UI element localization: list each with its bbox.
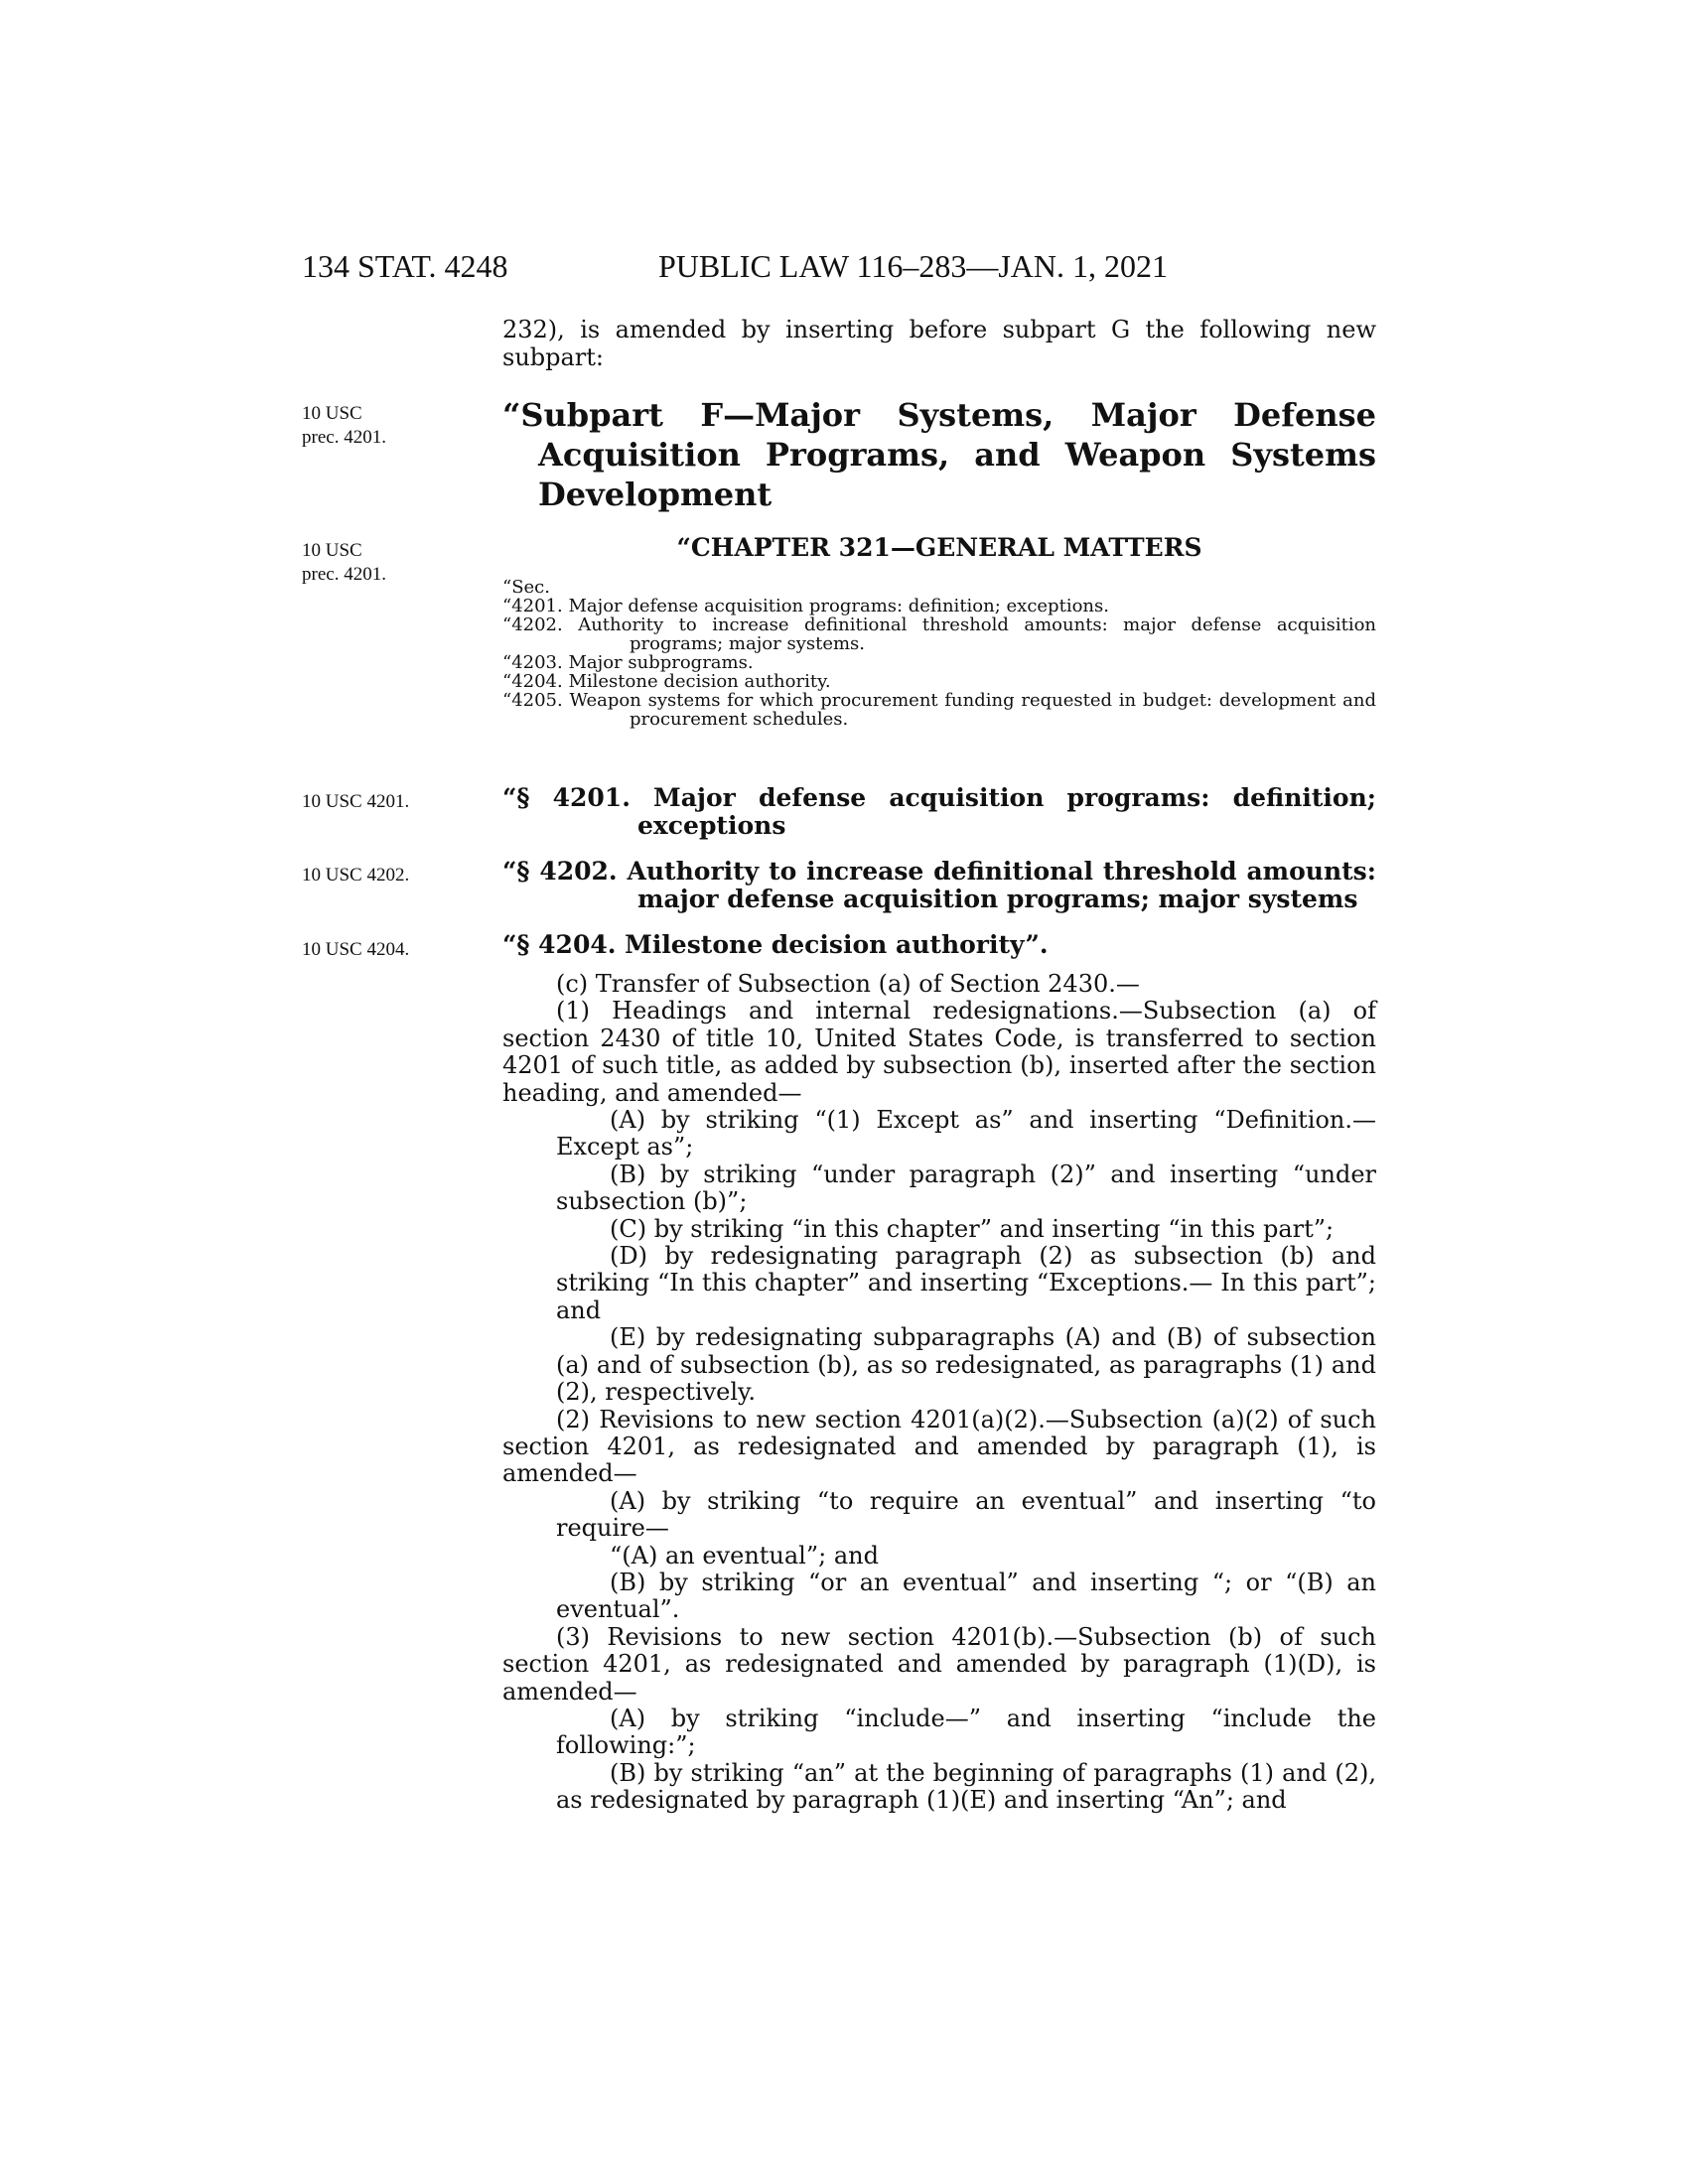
toc-sec-label: “Sec. xyxy=(502,577,550,598)
paragraph: (3) Revisions to new section 4201(b).—Subsection (b) of such section 4201, as redesignated and amended by paragraph (1)(D), is amended— xyxy=(502,1622,1376,1706)
toc-entry: “4201. Major defense acquisition programs: definition; exceptions. xyxy=(502,596,1109,616)
toc-entry: “4205. Weapon systems for which procurement funding requested in budget: development and procurement schedules. xyxy=(502,690,1376,730)
section-heading-4204: “§ 4204. Milestone decision authority”. xyxy=(502,930,1049,959)
subparagraph: (B) by striking “or an eventual” and inserting “; or “(B) an eventual”. xyxy=(556,1568,1376,1624)
running-head: PUBLIC LAW 116–283—JAN. 1, 2021 xyxy=(658,248,1168,284)
subparagraph: (B) by striking “an” at the beginning of paragraphs (1) and (2), as redesignated by paragraph (1)(E) and inserting “An”; and xyxy=(556,1758,1376,1815)
chapter-heading: “CHAPTER 321—GENERAL MATTERS xyxy=(676,533,1202,562)
subparagraph: (D) by redesignating paragraph (2) as subsection (b) and striking “In this chapter” and inserting “Exceptions.— In this part”; and xyxy=(556,1242,1376,1324)
subparagraph: (A) by striking “include—” and inserting “include the following:”; xyxy=(556,1704,1376,1760)
intro-text: 232), is amended by inserting before subpart G the following new subpart: xyxy=(502,316,1376,371)
toc-entry: “4204. Milestone decision authority. xyxy=(502,671,831,692)
margin-note: 10 USC prec. 4201. xyxy=(302,540,386,585)
subparagraph: (E) by redesignating subparagraphs (A) and (B) of subsection (a) and of subsection (b), as so redesignated, as paragraphs (1) and (2), respectively. xyxy=(556,1323,1376,1407)
subparagraph: (C) by striking “in this chapter” and inserting “in this part”; xyxy=(610,1214,1335,1243)
toc-entry: “4202. Authority to increase definitional threshold amounts: major defense acquisition programs; major systems. xyxy=(502,614,1376,654)
subparagraph: (B) by striking “under paragraph (2)” and inserting “under subsection (b)”; xyxy=(556,1160,1376,1216)
page-number-ref: 134 STAT. 4248 xyxy=(302,248,508,284)
margin-note: 10 USC prec. 4201. xyxy=(302,403,386,448)
margin-note: 10 USC 4202. xyxy=(302,865,410,886)
margin-note: 10 USC 4204. xyxy=(302,939,410,960)
section-heading-4201: “§ 4201. Major defense acquisition programs: definition; exceptions xyxy=(502,783,1376,840)
subparagraph: (A) by striking “(1) Except as” and inserting “Definition.—Except as”; xyxy=(556,1106,1376,1161)
margin-note: 10 USC 4201. xyxy=(302,791,410,812)
paragraph: (2) Revisions to new section 4201(a)(2).—Subsection (a)(2) of such section 4201, as redesignated and amended by paragraph (1), is amended— xyxy=(502,1405,1376,1488)
toc-entry: “4203. Major subprograms. xyxy=(502,652,754,673)
paragraph: (1) Headings and internal redesignations.—Subsection (a) of section 2430 of title 10, United States Code, is transferred to section 4201 of such title, as added by subsection (b), inserted after the section heading, and amended— xyxy=(502,997,1376,1107)
subparagraph: “(A) an eventual”; and xyxy=(610,1541,879,1570)
subparagraph: (A) by striking “to require an eventual” and inserting “to require— xyxy=(556,1486,1376,1543)
subpart-heading: “Subpart F—Major Systems, Major Defense Acquisition Programs, and Weapon Systems Development xyxy=(502,396,1376,513)
section-heading-4202: “§ 4202. Authority to increase definitional threshold amounts: major defense acquisition programs; major systems xyxy=(502,857,1376,913)
subsection-c-heading: (c) Transfer of Subsection (a) of Section 2430.— xyxy=(556,970,1140,998)
table-of-sections xyxy=(502,578,1376,729)
amendment-text xyxy=(502,971,1376,1815)
